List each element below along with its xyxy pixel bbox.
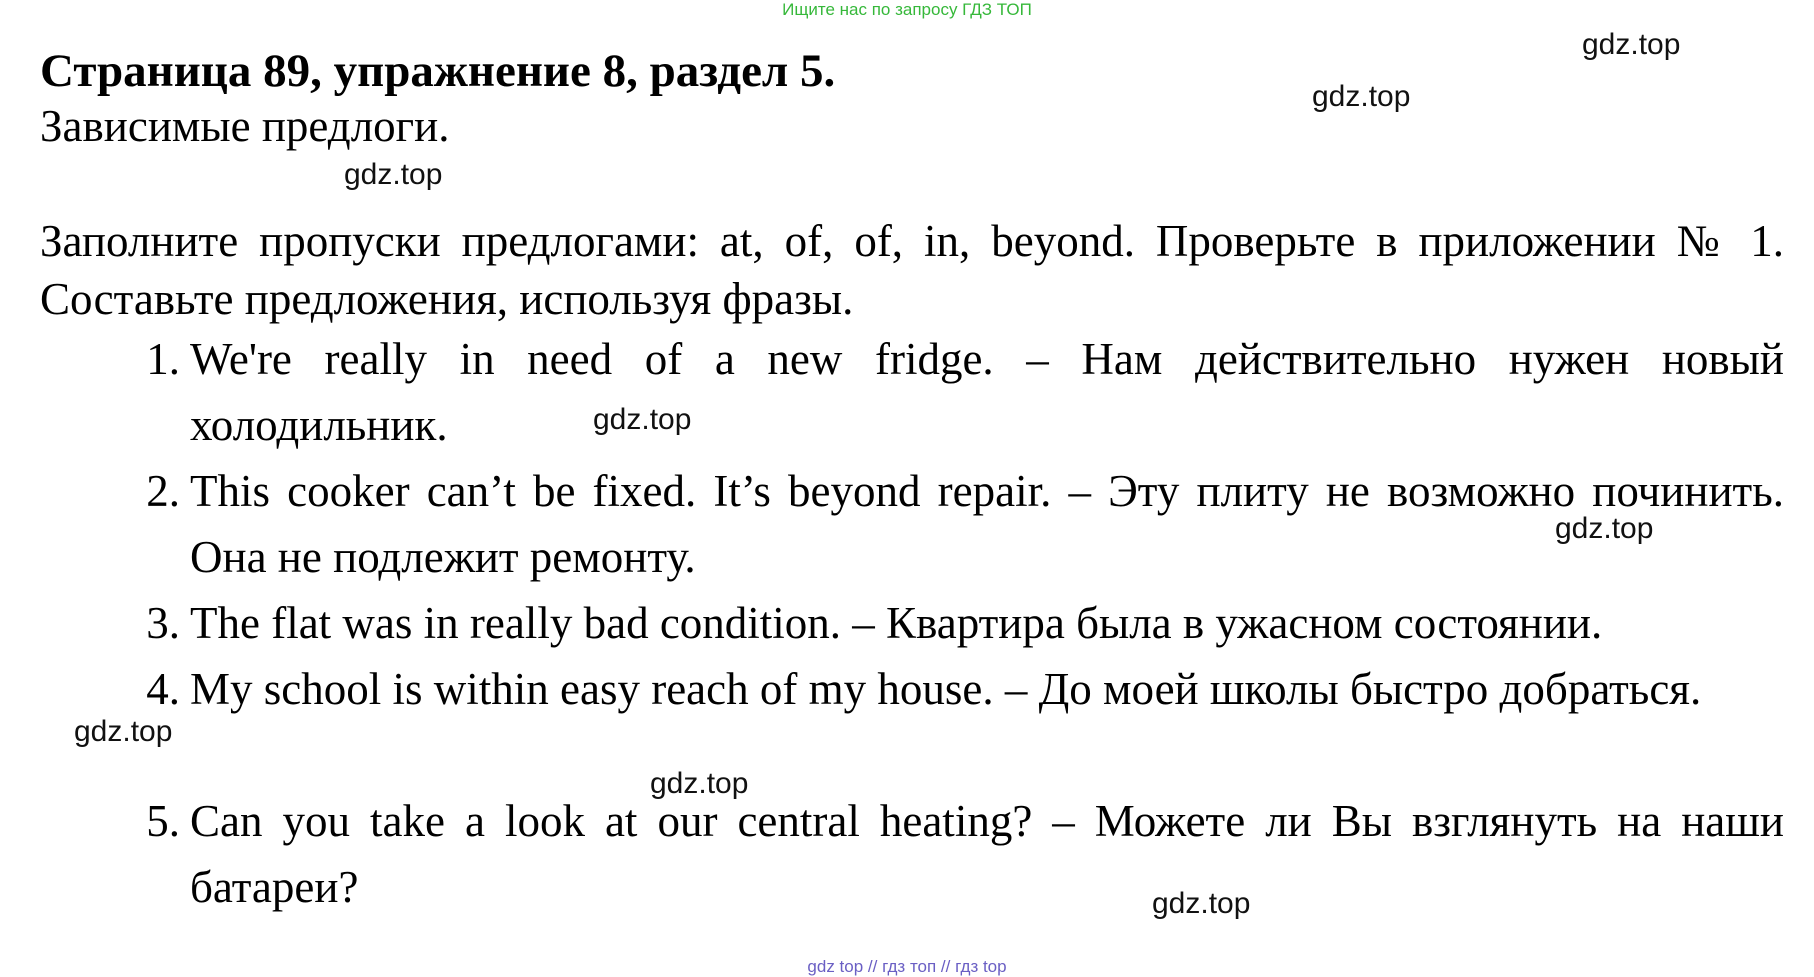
item-text: This cooker can’t be fixed. It’s beyond repair. – Эту плиту не возможно починить. Она не подлежит ремонту. [190, 466, 1784, 582]
item-number: 4. [146, 664, 180, 714]
list-item [110, 788, 1784, 920]
list-item [110, 590, 1784, 656]
bottom-banner: gdz top // гдз топ // гдз top [807, 957, 1007, 976]
item-number: 3. [146, 598, 180, 648]
page-subtitle: Зависимые предлоги. [40, 101, 450, 151]
item-text: We're really in need of a new fridge. – Нам действительно нужен новый холодильник. [190, 334, 1784, 450]
watermark: gdz.top [1582, 28, 1681, 61]
item-text: My school is within easy reach of my house. – До моей школы быстро добраться. [190, 664, 1702, 714]
watermark: gdz.top [344, 158, 443, 191]
item-number: 5. [146, 796, 180, 846]
watermark: gdz.top [593, 403, 692, 436]
item-number: 1. [146, 334, 180, 384]
item-text: The flat was in really bad condition. – Квартира была в ужасном состоянии. [190, 598, 1603, 648]
watermark: gdz.top [650, 767, 749, 800]
item-number: 2. [146, 466, 180, 516]
exercise-instruction: Заполните пропуски предлогами: at, of, of, in, beyond. Проверьте в приложении № 1. Составьте предложения, используя фразы. [40, 216, 1784, 324]
watermark: gdz.top [1152, 887, 1251, 920]
watermark: gdz.top [74, 715, 173, 748]
list-item [110, 656, 1784, 722]
watermark: gdz.top [1312, 80, 1411, 113]
page-title: Страница 89, упражнение 8, раздел 5. [40, 45, 836, 97]
top-banner: Ищите нас по запросу ГДЗ ТОП [782, 0, 1032, 19]
item-text: Can you take a look at our central heating? – Можете ли Вы взглянуть на наши батареи? [190, 796, 1784, 912]
list-item [110, 458, 1784, 590]
list-item [110, 326, 1784, 458]
watermark: gdz.top [1555, 512, 1654, 545]
